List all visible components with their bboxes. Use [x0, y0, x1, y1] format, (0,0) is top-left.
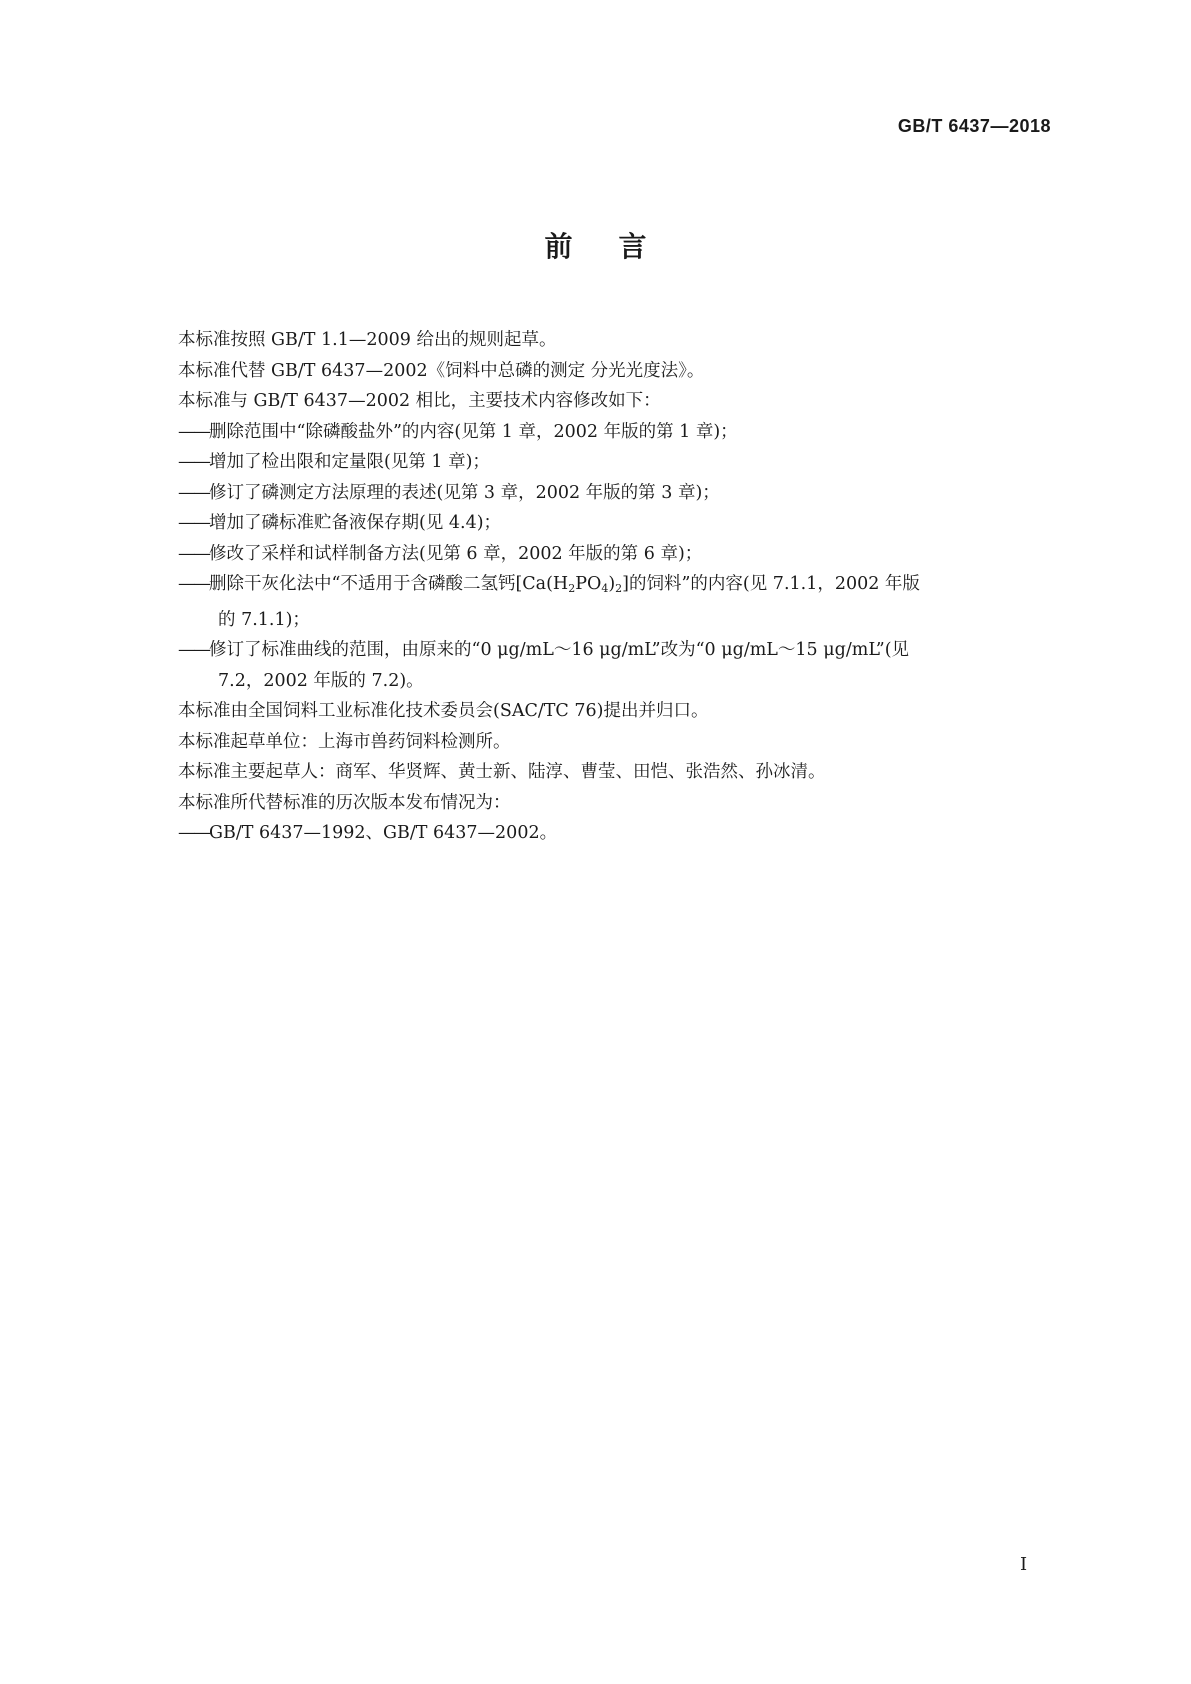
- dash-marker: ——: [178, 823, 209, 843]
- dash-marker: ——: [178, 421, 209, 442]
- paragraph: 本标准与 GB/T 6437—2002 相比，主要技术内容修改如下：: [178, 391, 661, 411]
- change-text-continued: 的 7.1.1)；: [218, 609, 310, 630]
- change-text: 修改了采样和试样制备方法(见第 6 章，2002 年版的第 6 章)；: [209, 543, 703, 564]
- history-text: GB/T 6437—1992、GB/T 6437—2002。: [209, 823, 558, 843]
- standard-code: GB/T 6437—2018: [897, 116, 1051, 136]
- change-item: [178, 635, 1060, 696]
- change-text: ): [608, 574, 616, 594]
- subscript: 4: [601, 582, 609, 595]
- dash-marker: ——: [178, 513, 209, 533]
- history-item: [178, 818, 1060, 849]
- change-item: [178, 539, 1060, 570]
- paragraph: 本标准主要起草人：商军、华贤辉、黄士新、陆淳、曹莹、田恺、张浩然、孙冰清。: [178, 762, 826, 782]
- change-text: PO: [575, 574, 602, 594]
- page-number: I: [1020, 1554, 1028, 1575]
- change-text-continued: 7.2，2002 年版的 7.2)。: [218, 670, 424, 691]
- change-item: [178, 508, 1060, 539]
- change-text: 修订了磷测定方法原理的表述(见第 3 章，2002 年版的第 3 章)；: [209, 482, 720, 503]
- change-text: 删除范围中“除磷酸盐外”的内容(见第 1 章，2002 年版的第 1 章)；: [209, 421, 738, 442]
- change-item: [178, 447, 1060, 478]
- foreword-content: [178, 325, 1060, 849]
- paragraph: 本标准按照 GB/T 1.1—2009 给出的规则起草。: [178, 330, 557, 350]
- dash-marker: ——: [178, 543, 209, 564]
- dash-marker: ——: [178, 640, 209, 660]
- change-text: 增加了磷标准贮备液保存期(见 4.4)；: [209, 513, 502, 533]
- paragraph: 本标准起草单位：上海市兽药饲料检测所。: [178, 731, 511, 752]
- change-text: 增加了检出限和定量限(见第 1 章)；: [209, 452, 490, 472]
- change-text: ]的饲料”的内容(见 7.1.1，2002 年版: [622, 574, 920, 594]
- paragraph: 本标准所代替标准的历次版本发布情况为：: [178, 792, 511, 813]
- dash-marker: ——: [178, 574, 209, 594]
- change-item: [178, 478, 1060, 509]
- change-item: [178, 569, 1060, 635]
- change-item: [178, 417, 1060, 448]
- change-text: 删除干灰化法中“不适用于含磷酸二氢钙[Ca(H: [209, 574, 569, 594]
- subscript: 2: [568, 582, 576, 595]
- paragraph: 本标准代替 GB/T 6437—2002《饲料中总磷的测定 分光光度法》。: [178, 360, 705, 381]
- dash-marker: ——: [178, 482, 209, 503]
- dash-marker: ——: [178, 452, 209, 472]
- page-title: 前言: [544, 230, 693, 263]
- change-text: 修订了标准曲线的范围，由原来的“0 μg/mL～16 μg/mL”改为“0 μg/mL～15 μg/mL”(见: [209, 640, 910, 660]
- subscript: 2: [615, 582, 623, 595]
- paragraph: 本标准由全国饲料工业标准化技术委员会(SAC/TC 76)提出并归口。: [178, 701, 709, 721]
